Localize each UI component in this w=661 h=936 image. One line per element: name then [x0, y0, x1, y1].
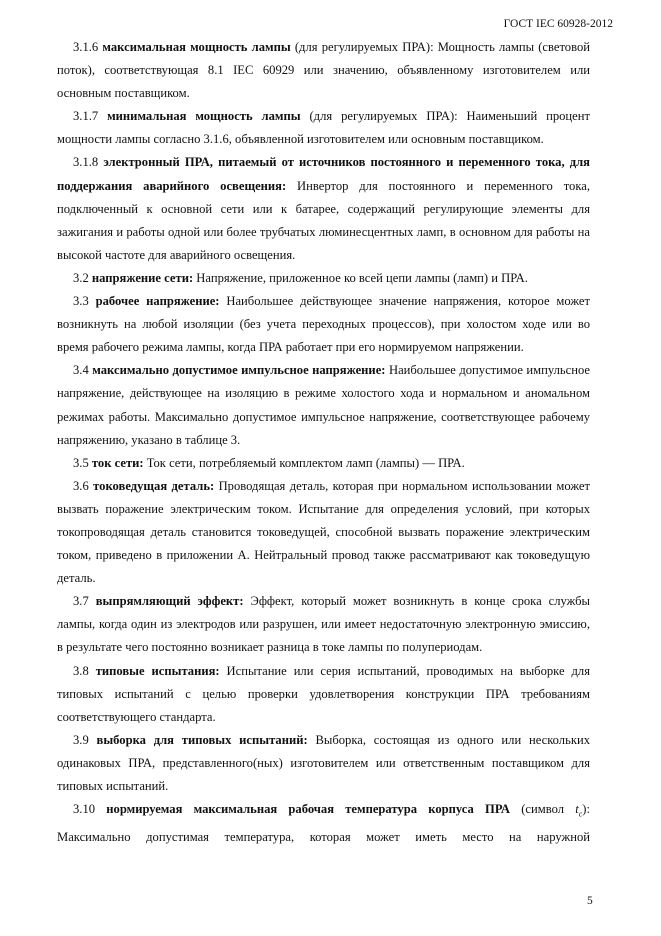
paragraph-number: 3.4: [73, 363, 89, 378]
term: токоведущая деталь:: [93, 478, 215, 493]
paragraph-item: [57, 359, 590, 451]
paragraph-number: 3.1.6: [73, 40, 99, 54]
paragraph-3-10: [57, 798, 590, 849]
term: рабочее напряжение:: [95, 294, 220, 309]
symbol-subscript: c: [578, 809, 583, 819]
paragraph-item: [57, 729, 590, 798]
term: минимальная мощность лампы: [107, 109, 301, 124]
term: электронный ПРА, питаемый от источников постоянного и переменного тока, для поддержания аварийного освещения:: [57, 155, 591, 193]
paragraph-number: 3.6: [73, 478, 89, 493]
definition-text: Проводящая деталь, которая при нормальном использовании может вызвать поражение электрическим током. Испытание для определения условий, при которых токопроводящая деталь становится токоведущей, способной вызвать поражение электрическим током, приведено в приложении А. Нейтральный провод также рассматривают как токоведущую деталь.: [57, 478, 590, 586]
paragraph-item: [57, 475, 590, 590]
paragraph-number: 3.2: [73, 270, 89, 285]
term: максимальная мощность лампы: [102, 40, 291, 54]
paragraph-number: 3.10: [73, 802, 96, 817]
term: нормируемая максимальная рабочая температура корпуса ПРА: [106, 802, 511, 817]
term: напряжение сети:: [91, 270, 194, 285]
term: максимально допустимое импульсное напряжение:: [92, 363, 386, 378]
paragraph-number: 3.7: [73, 594, 89, 609]
definition-text: Ток сети, потребляемый комплектом ламп (лампы) — ПРА.: [143, 455, 465, 470]
definition-text: (для регулируемых ПРА): Мощность лампы (световой поток), соответствующая 8.1 IEC 60929 или значению, объявленному изготовителем или основным поставщиком.: [57, 40, 590, 101]
definition-text: Выборка, состоящая из одного или нескольких одинаковых ПРА, представленного(ных) изготовителем или ответственным поставщиком для типовых испытаний.: [57, 732, 590, 793]
term: выборка для типовых испытаний:: [96, 732, 308, 747]
paragraph-number: 3.3: [73, 294, 89, 309]
definition-text: Наибольшее допустимое импульсное напряжение, действующее на изоляцию в режиме холостого хода и нормальном и аномальном режимах работы. Максимально допустимое импульсное напряжение, соответствующее рабочему напряжению, указано в таблице 3.: [57, 363, 590, 447]
paragraph-item: [57, 590, 590, 659]
paragraph-item: [57, 452, 590, 475]
paragraph-item: [57, 290, 590, 359]
paragraph-item: [57, 36, 590, 105]
document-body: [57, 36, 590, 849]
definition-text: Напряжение, приложенное ко всей цепи лампы (ламп) и ПРА.: [193, 270, 528, 285]
paragraph-number: 3.1.8: [73, 155, 99, 170]
paragraph-number: 3.9: [73, 732, 89, 747]
symbol-open: (символ: [510, 802, 576, 817]
document-header: ГОСТ IEC 60928-2012: [503, 18, 613, 30]
paragraph-number: 3.5: [73, 455, 89, 470]
term: ток сети:: [91, 455, 144, 470]
definition-text: (для регулируемых ПРА): Наименьший процент мощности лампы согласно 3.1.6, объявленной изготовителем или основным поставщиком.: [57, 109, 590, 147]
symbol: t: [575, 802, 579, 817]
paragraph-number: 3.8: [73, 663, 89, 678]
term: типовые испытания:: [95, 663, 220, 678]
term: выпрямляющий эффект:: [95, 594, 244, 609]
paragraph-item: [57, 267, 590, 290]
paragraph-item: [57, 151, 590, 266]
paragraph-item: [57, 660, 590, 729]
paragraph-list: [57, 36, 590, 798]
page-number: 5: [587, 895, 593, 907]
symbol-close: ):: [582, 802, 590, 817]
definition-text: Наибольшее действующее значение напряжения, которое может возникнуть на любой изоляции (без учета переходных процессов), при холостом ходе или во время рабочего режима лампы, когда ПРА работает при его нормируемом напряжении.: [57, 294, 590, 355]
paragraph-item: [57, 105, 590, 151]
definition-text: Максимально допустимая температура, которая может иметь место на наружной: [57, 829, 590, 844]
definition-text: Инвертор для постоянного и переменного тока, подключенный к основной сети или к батарее, содержащий регулирующие элементы для зажигания и работы одной или более трубчатых люминесцентных ламп, в основном для работы на высокой частоте для аварийного освещения.: [57, 178, 590, 262]
paragraph-number: 3.1.7: [73, 109, 99, 124]
definition-text: Эффект, который может возникнуть в конце срока службы лампы, когда один из электродов или разрушен, или имеет недостаточную электронную эмиссию, в результате чего постоянно возникает разница в токе лампы по полупериодам.: [57, 594, 591, 655]
definition-text: Испытание или серия испытаний, проводимых на выборке для типовых испытаний с целью проверки удовлетворения конструкции ПРА требованиям соответствующего стандарта.: [57, 663, 590, 724]
